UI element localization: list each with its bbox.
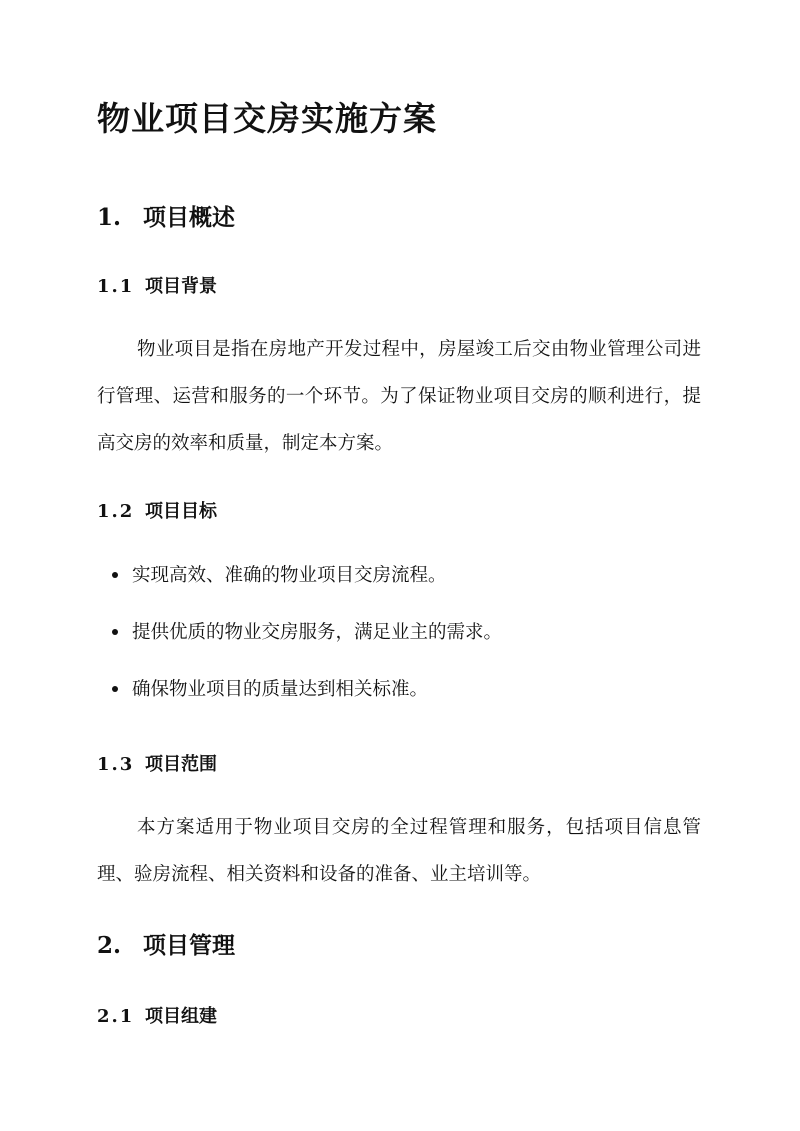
subsection-heading	[97, 497, 217, 523]
section-heading	[97, 199, 235, 232]
subsection-number: 1.2	[97, 501, 135, 522]
list-item-text: 实现高效、准确的物业项目交房流程。	[132, 565, 447, 586]
section-title: 项目概述	[143, 204, 235, 231]
goals-list	[112, 565, 502, 736]
section-title: 项目管理	[143, 932, 235, 959]
subsection-title: 项目范围	[145, 754, 217, 775]
bullet-icon	[112, 629, 118, 635]
bullet-icon	[112, 572, 118, 578]
section-heading	[97, 927, 235, 960]
subsection-number: 1.1	[97, 276, 135, 297]
subsection-heading	[97, 272, 217, 298]
subsection-number: 2.1	[97, 1006, 135, 1027]
section-number: 1.	[97, 204, 122, 231]
list-item	[112, 622, 502, 679]
subsection-heading	[97, 750, 217, 776]
subsection-title: 项目组建	[145, 1006, 217, 1027]
bullet-icon	[112, 686, 118, 692]
subsection-number: 1.3	[97, 754, 135, 775]
scope-paragraph: 本方案适用于物业项目交房的全过程管理和服务，包括项目信息管理、验房流程、相关资料和设备的准备、业主培训等。	[97, 817, 701, 885]
background-paragraph: 物业项目是指在房地产开发过程中，房屋竣工后交由物业管理公司进行管理、运营和服务的一个环节。为了保证物业项目交房的顺利进行，提高交房的效率和质量，制定本方案。	[97, 339, 701, 454]
list-item-text: 确保物业项目的质量达到相关标准。	[132, 679, 429, 700]
section-number: 2.	[97, 932, 122, 959]
list-item-text: 提供优质的物业交房服务，满足业主的需求。	[132, 622, 503, 643]
document-title: 物业项目交房实施方案	[97, 99, 437, 138]
list-item	[112, 565, 502, 622]
subsection-title: 项目目标	[145, 501, 217, 522]
subsection-heading	[97, 1002, 217, 1028]
list-item	[112, 679, 502, 736]
subsection-title: 项目背景	[145, 276, 217, 297]
